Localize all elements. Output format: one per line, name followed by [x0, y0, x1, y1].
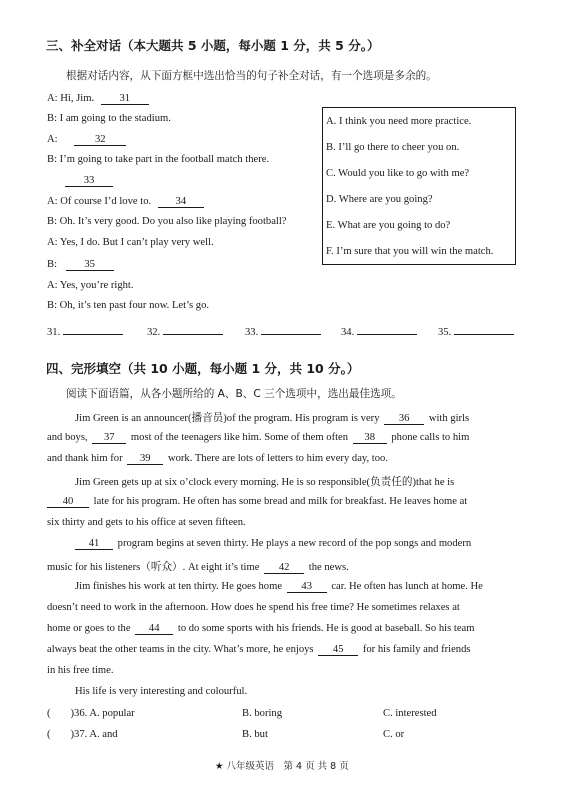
dialogue-line-8: A: Yes, I do. But I can’t play very well.: [47, 237, 214, 248]
answer-34[interactable]: 34.: [341, 327, 417, 338]
dialogue-line-7: B: Oh. It’s very good. Do you also like playing football?: [47, 216, 287, 227]
section3-title: 三、补全对话（本大题共 5 小题，每小题 1 分，共 5 分。）: [46, 38, 380, 53]
option-c: C. Would you like to go with me?: [326, 168, 470, 179]
passage-line: His life is very interesting and colourful.: [75, 686, 248, 697]
passage-line: 41 program begins at seven thirty. He plays a new record of the pop songs and modern: [75, 538, 471, 550]
option-b: B. I’ll go there to cheer you on.: [326, 142, 460, 153]
dialogue-line-11: B: Oh, it’s ten past four now. Let’s go.: [47, 300, 210, 311]
dialogue-line-4: B: I’m going to take part in the football match there.: [47, 154, 270, 165]
dialogue-line-9: B: 35: [47, 259, 114, 271]
blank-43: 43: [287, 581, 327, 593]
passage-line: always beat the other teams in the city. What’s more, he enjoys 45 for his family and friends: [47, 644, 471, 655]
options-box: [322, 107, 516, 265]
question-37-option-b[interactable]: B. but: [242, 729, 268, 740]
blank-40: 40: [47, 496, 89, 508]
blank-34: 34: [158, 196, 204, 208]
passage-line: six thirty and gets to his office at seven fifteen.: [47, 517, 246, 528]
answer-32[interactable]: 32.: [147, 327, 223, 338]
dialogue-line-6: A: Of course I’d love to. 34: [47, 196, 204, 208]
blank-45: 45: [318, 644, 358, 656]
blank-37: 37: [92, 432, 126, 444]
answer-31[interactable]: 31.: [47, 327, 123, 338]
passage-line: Jim finishes his work at ten thirty. He goes home 43 car. He often has lunch at home. He: [75, 581, 483, 592]
question-36[interactable]: ( )36. A. popular: [47, 708, 135, 719]
blank-35: 35: [66, 259, 114, 271]
passage-line: music for his listeners（听众）. At eight it’s time 42 the news.: [47, 562, 349, 573]
passage-line: and boys, 37 most of the teenagers like him. Some of them often 38 phone calls to him: [47, 432, 470, 443]
passage-line: in his free time.: [47, 665, 114, 676]
passage-line: and thank him for 39 work. There are lots of letters to him every day, too.: [47, 453, 388, 464]
section4-instruction: 阅读下面语篇，从各小题所给的 A、B、C 三个选项中，选出最佳选项。: [66, 388, 402, 400]
dialogue-line-5: [47, 175, 113, 187]
answer-35[interactable]: 35.: [438, 327, 514, 338]
dialogue-line-2: B: I am going to the stadium.: [47, 113, 171, 124]
dialogue-line-3: A: 32: [47, 134, 126, 146]
option-e: E. What are you going to do?: [326, 220, 451, 231]
blank-33: 33: [65, 175, 113, 187]
section4-title: 四、完形填空（共 10 小题，每小题 1 分，共 10 分。）: [46, 361, 360, 376]
question-37[interactable]: ( )37. A. and: [47, 729, 118, 740]
passage-line: doesn’t need to work in the afternoon. How does he spend his free time? He sometimes relaxes at: [47, 602, 460, 613]
answer-33[interactable]: 33.: [245, 327, 321, 338]
blank-39: 39: [127, 453, 163, 465]
page-footer: ★ 八年级英语 第 4 页 共 8 页: [215, 761, 349, 772]
option-d: D. Where are you going?: [326, 194, 433, 205]
blank-36: 36: [384, 413, 424, 425]
dialogue-line-1: A: Hi, Jim. 31: [47, 93, 149, 105]
passage-line: Jim Green gets up at six o’clock every morning. He is so responsible(负责任的)that he is: [75, 477, 455, 488]
option-a: A. I think you need more practice.: [326, 116, 472, 127]
blank-31: 31: [101, 93, 149, 105]
section3-instruction: 根据对话内容，从下面方框中选出恰当的句子补全对话，有一个选项是多余的。: [66, 70, 437, 82]
passage-line: 40 late for his program. He often has some bread and milk for breakfast. He leaves home at: [47, 496, 467, 508]
blank-32: 32: [74, 134, 126, 146]
blank-38: 38: [353, 432, 387, 444]
question-36-option-c[interactable]: C. interested: [383, 708, 437, 719]
blank-41: 41: [75, 538, 113, 550]
question-36-option-b[interactable]: B. boring: [242, 708, 283, 719]
dialogue-line-10: A: Yes, you’re right.: [47, 280, 134, 291]
passage-line: home or goes to the 44 to do some sports with his friends. He is good at baseball. So his team: [47, 623, 475, 634]
blank-44: 44: [135, 623, 173, 635]
blank-42: 42: [264, 562, 304, 574]
question-37-option-c[interactable]: C. or: [383, 729, 405, 740]
passage-line: Jim Green is an announcer(播音员)of the program. His program is very 36 with girls: [75, 413, 470, 424]
option-f: F. I’m sure that you will win the match.: [326, 246, 494, 257]
